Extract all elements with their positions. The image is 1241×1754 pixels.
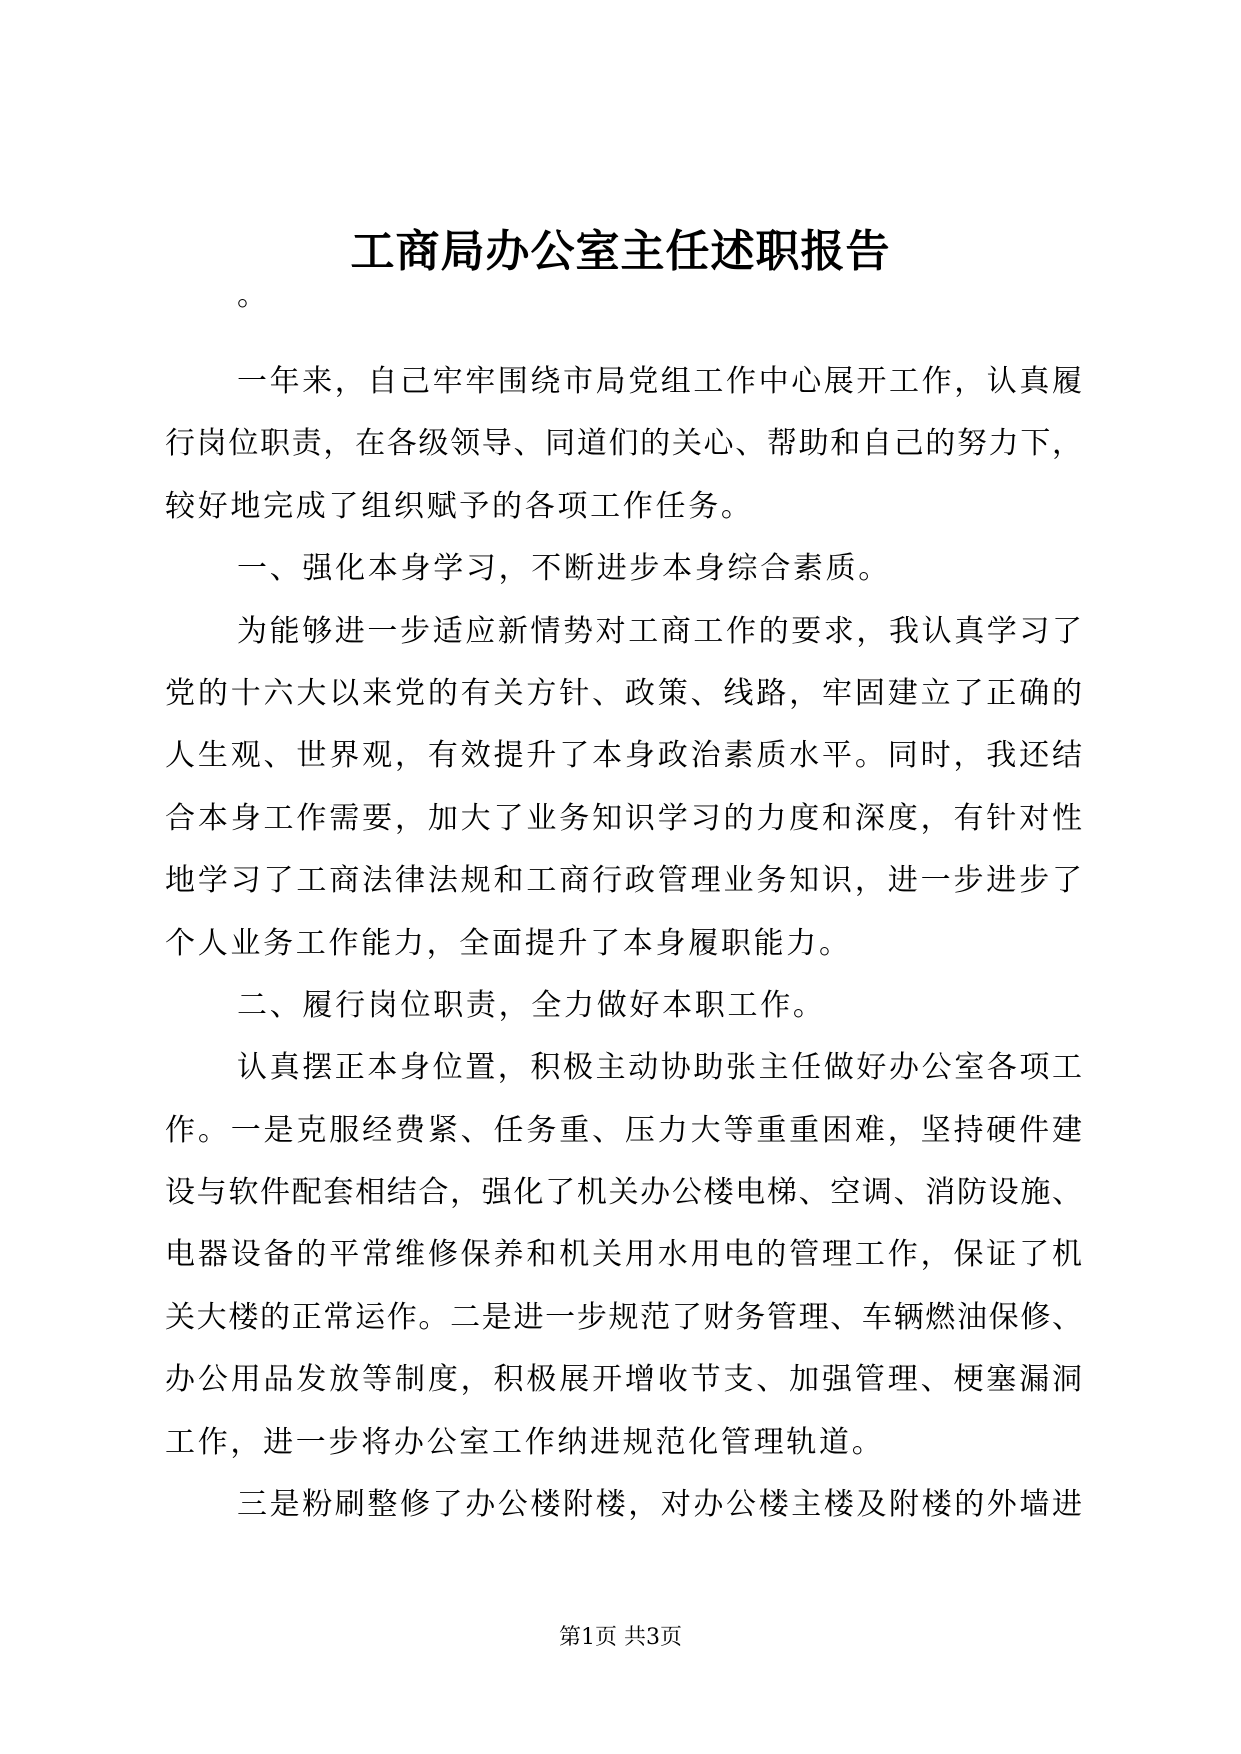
paragraph-line: 行岗位职责，在各级领导、同道们的关心、帮助和自己的努力下，: [165, 426, 1082, 462]
paragraph-line: 二、履行岗位职责，全力做好本职工作。: [237, 987, 826, 1023]
paragraph: [165, 538, 1082, 600]
paragraph: [165, 265, 1082, 351]
paragraph-line: 个人业务工作能力，全面提升了本身履职能力。: [165, 925, 852, 961]
page-footer: 第1页 共3页: [559, 1625, 682, 1650]
paragraph-line: 三是粉刷整修了办公楼附楼，对办公楼主楼及附楼的外墙进: [237, 1487, 1082, 1523]
paragraph-line: 关大楼的正常运作。二是进一步规范了财务管理、车辆燃油保修、: [165, 1299, 1082, 1335]
paragraph-line: 较好地完成了组织赋予的各项工作任务。: [165, 488, 754, 524]
paragraph-line: 。: [237, 278, 270, 313]
paragraph-line: 人生观、世界观，有效提升了本身政治素质水平。同时，我还结: [165, 738, 1082, 774]
paragraph: [165, 1037, 1082, 1474]
paragraph: [165, 601, 1082, 975]
paragraph: [165, 351, 1082, 538]
paragraph-line: 为能够进一步适应新情势对工商工作的要求，我认真学习了: [237, 613, 1082, 649]
paragraph-line: 一年来，自己牢牢围绕市局党组工作中心展开工作，认真履: [237, 364, 1082, 399]
paragraph: [165, 1474, 1082, 1536]
paragraph-line: 地学习了工商法律法规和工商行政管理业务知识，进一步进步了: [165, 863, 1082, 899]
document-title: 工商局办公室主任述职报告: [350, 226, 891, 277]
paragraph: [165, 975, 1082, 1037]
document-body: [165, 265, 1082, 1536]
paragraph-line: 办公用品发放等制度，积极展开增收节支、加强管理、梗塞漏洞: [165, 1362, 1082, 1398]
paragraph-line: 党的十六大以来党的有关方针、政策、线路，牢固建立了正确的: [165, 675, 1082, 711]
paragraph-line: 工作，进一步将办公室工作纳进规范化管理轨道。: [165, 1424, 885, 1460]
paragraph-line: 合本身工作需要，加大了业务知识学习的力度和深度，有针对性: [165, 800, 1082, 836]
paragraph-line: 认真摆正本身位置，积极主动协助张主任做好办公室各项工: [237, 1050, 1082, 1086]
paragraph-line: 设与软件配套相结合，强化了机关办公楼电梯、空调、消防设施、: [165, 1175, 1082, 1211]
paragraph-line: 电器设备的平常维修保养和机关用水用电的管理工作，保证了机: [165, 1237, 1082, 1273]
paragraph-line: 一、强化本身学习，不断进步本身综合素质。: [237, 551, 891, 587]
paragraph-line: 作。一是克服经费紧、任务重、压力大等重重困难，坚持硬件建: [165, 1112, 1082, 1148]
